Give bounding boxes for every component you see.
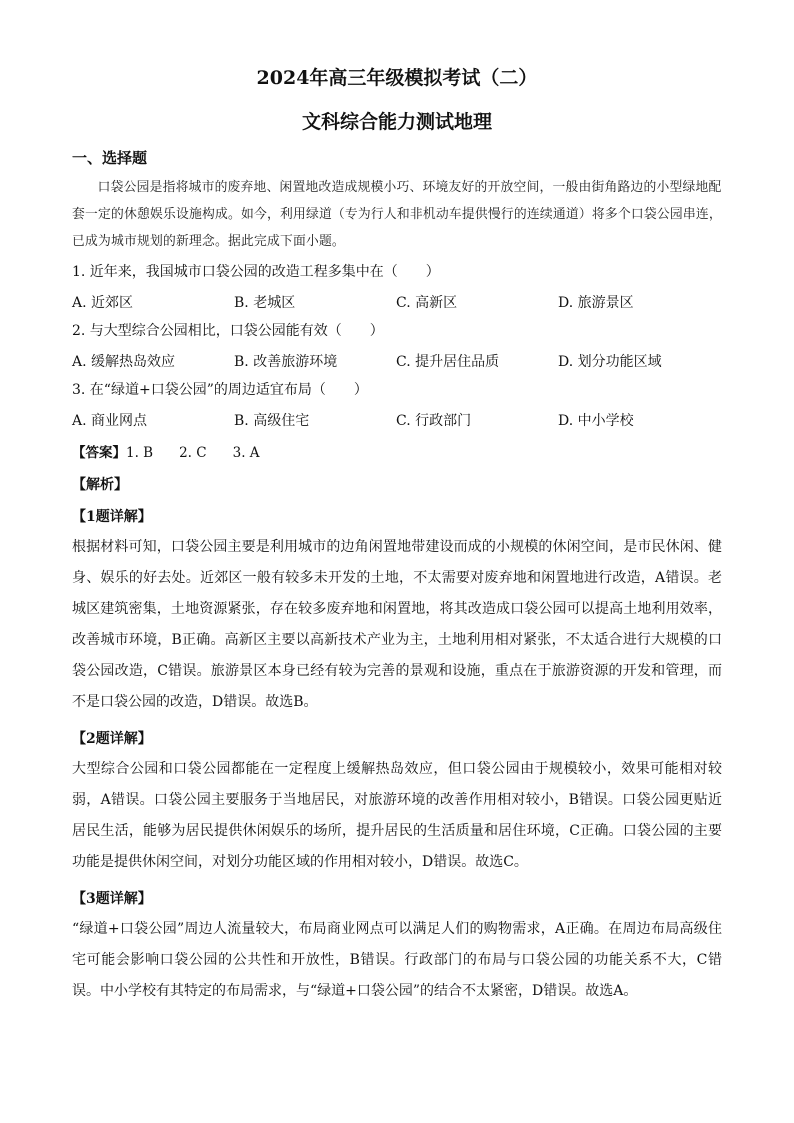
option-d: D. 旅游景区 [558, 295, 634, 311]
answer-line [72, 442, 722, 464]
exam-subtitle: 文科综合能力测试地理 [301, 111, 492, 133]
reading-material: 口袋公园是指将城市的废弃地、闲置地改造成规模小巧、环境友好的开放空间，一般由街角路边的小型绿地配套一定的休憩娱乐设施构成。如今，利用绿道（专为行人和非机动车提供慢行的连续通道）将多个口袋公园串连，已成为城市规划的新理念。据此完成下面小题。 [72, 180, 722, 249]
option-row [72, 292, 722, 314]
detail-3-text: “绿道+口袋公园”周边人流量较大，布局商业网点可以满足人们的购物需求，A正确。在周边布局高级住宅可能会影响口袋公园的公共性和开放性，B错误。行政部门的布局与口袋公园的功能关系不大，C错误。中小学校有其特定的布局需求，与“绿道+口袋公园”的结合不太紧密，D错误。故选A。 [72, 921, 722, 999]
question-stem: 1. 近年来，我国城市口袋公园的改造工程多集中在（ ） [72, 264, 440, 280]
analysis-label: 【解析】 [72, 477, 128, 493]
detail-1-text: 根据材料可知，口袋公园主要是利用城市的边角闲置地带建设而成的小规模的休闲空间，是市民休闲、健身、娱乐的好去处。近郊区一般有较多未开发的土地，不太需要对废弃地和闲置地进行改造，A错误。老城区建筑密集，土地资源紧张，存在较多废弃地和闲置地，将其改造成口袋公园可以提高土地利用效率，改善城市环境，B正确。高新区主要以高新技术产业为主，土地利用相对紧张，不太适合进行大规模的口袋公园改造，C错误。旅游景区本身已经有较为完善的景观和设施，重点在于旅游资源的开发和管理，而不是口袋公园的改造，D错误。故选B。 [72, 539, 722, 710]
option-d: D. 中小学校 [558, 413, 634, 429]
answer-item: 1. B [126, 445, 154, 461]
answer-item: 2. C [179, 445, 207, 461]
option-row [72, 410, 722, 432]
option-c: C. 提升居住品质 [396, 354, 500, 370]
exam-page [72, 64, 722, 1007]
option-b: B. 高级住宅 [234, 413, 310, 429]
detail-2-label: 【2题详解】 [72, 731, 152, 747]
answer-item: 3. A [232, 445, 260, 461]
section-heading: 一、选择题 [72, 149, 148, 167]
option-row [72, 351, 722, 373]
answer-tag: 【答案】 [72, 445, 126, 461]
exam-title: 2024年高三年级模拟考试（二） [256, 67, 538, 89]
option-a: A. 近郊区 [72, 295, 134, 311]
question-3 [72, 379, 722, 432]
option-d: D. 划分功能区域 [558, 354, 662, 370]
option-b: B. 改善旅游环境 [234, 354, 338, 370]
question-stem: 3. 在“绿道+口袋公园”的周边适宜布局（ ） [72, 382, 368, 398]
detail-2-text: 大型综合公园和口袋公园都能在一定程度上缓解热岛效应，但口袋公园由于规模较小，效果可能相对较弱，A错误。口袋公园主要服务于当地居民，对旅游环境的改善作用相对较小，B错误。口袋公园更贴近居民生活，能够为居民提供休闲娱乐的场所，提升居民的生活质量和居住环境，C正确。口袋公园的主要功能是提供休闲空间，对划分功能区域的作用相对较小，D错误。故选C。 [72, 761, 722, 870]
option-a: A. 缓解热岛效应 [72, 354, 176, 370]
option-a: A. 商业网点 [72, 413, 148, 429]
question-2 [72, 320, 722, 373]
question-1 [72, 261, 722, 314]
detail-3-label: 【3题详解】 [72, 891, 152, 907]
option-c: C. 高新区 [396, 295, 458, 311]
question-stem: 2. 与大型综合公园相比，口袋公园能有效（ ） [72, 323, 384, 339]
option-c: C. 行政部门 [396, 413, 472, 429]
option-b: B. 老城区 [234, 295, 296, 311]
detail-1-label: 【1题详解】 [72, 509, 152, 525]
